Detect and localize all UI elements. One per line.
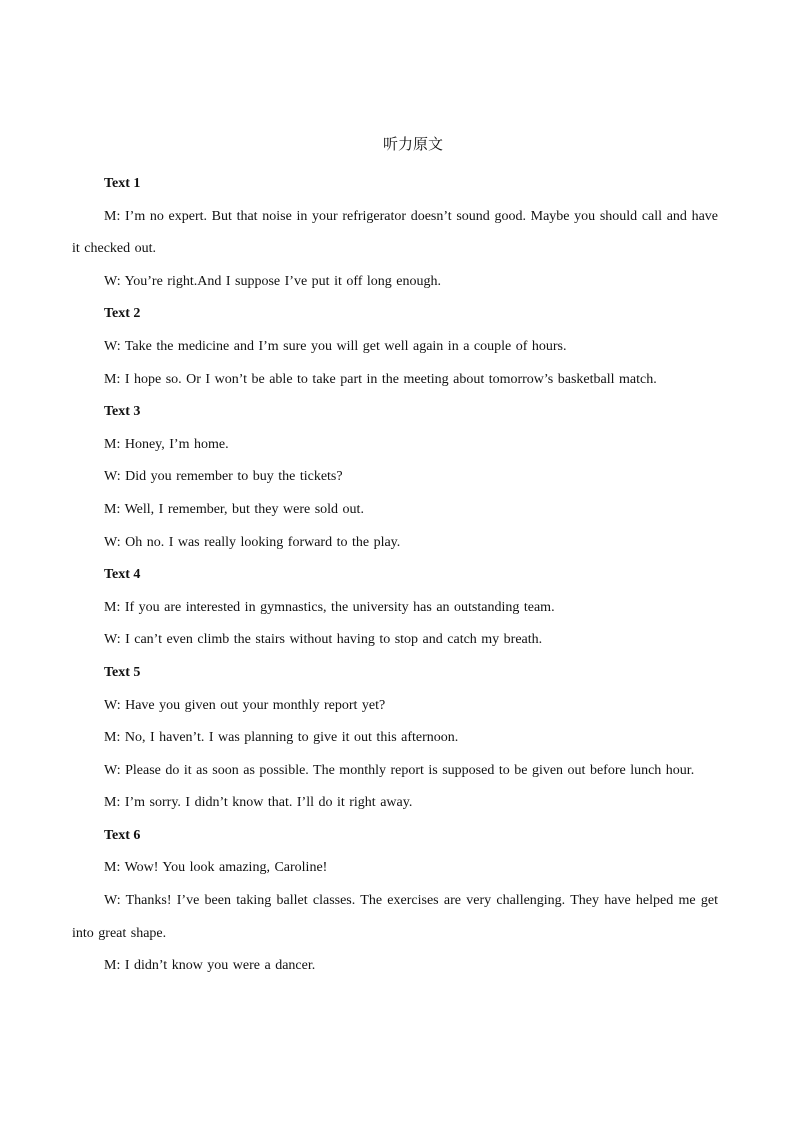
- transcript-body: [72, 168, 718, 983]
- dialogue-line: W: Thanks! I’ve been taking ballet classes. The exercises are very challenging. They have helped me get into great shape.: [72, 893, 718, 941]
- dialogue-line: W: Take the medicine and I’m sure you will get well again in a couple of hours.: [104, 338, 567, 354]
- dialogue-line: M: I didn’t know you were a dancer.: [104, 958, 316, 974]
- page-title: 听力原文: [382, 135, 443, 153]
- dialogue-line: M: No, I haven’t. I was planning to give it out this afternoon.: [104, 730, 459, 746]
- section-heading-text-4: Text 4: [104, 567, 141, 583]
- section-heading-text-5: Text 5: [104, 664, 141, 680]
- dialogue-line: M: I hope so. Or I won’t be able to take part in the meeting about tomorrow’s basketball match.: [104, 371, 657, 387]
- dialogue-line: W: You’re right.And I suppose I’ve put it off long enough.: [104, 273, 442, 289]
- dialogue-line: W: Please do it as soon as possible. The monthly report is supposed to be given out before lunch hour.: [104, 762, 695, 778]
- dialogue-line: M: Wow! You look amazing, Caroline!: [104, 860, 328, 876]
- dialogue-line: M: I’m sorry. I didn’t know that. I’ll do it right away.: [104, 795, 413, 811]
- section-heading-text-3: Text 3: [104, 404, 141, 420]
- dialogue-line: W: Have you given out your monthly report yet?: [104, 697, 386, 713]
- section-heading-text-6: Text 6: [104, 827, 141, 843]
- dialogue-line: W: I can’t even climb the stairs without having to stop and catch my breath.: [104, 632, 543, 648]
- dialogue-line: M: Honey, I’m home.: [104, 436, 229, 452]
- dialogue-line: W: Oh no. I was really looking forward to the play.: [104, 534, 401, 550]
- section-heading-text-1: Text 1: [104, 176, 141, 191]
- dialogue-line: M: Well, I remember, but they were sold out.: [104, 501, 364, 517]
- section-heading-text-2: Text 2: [104, 306, 141, 322]
- dialogue-line: W: Did you remember to buy the tickets?: [104, 469, 343, 485]
- dialogue-line: M: If you are interested in gymnastics, the university has an outstanding team.: [104, 599, 555, 615]
- dialogue-line: M: I’m no expert. But that noise in your refrigerator doesn’t sound good. Maybe you should call and have it checked out.: [72, 208, 718, 257]
